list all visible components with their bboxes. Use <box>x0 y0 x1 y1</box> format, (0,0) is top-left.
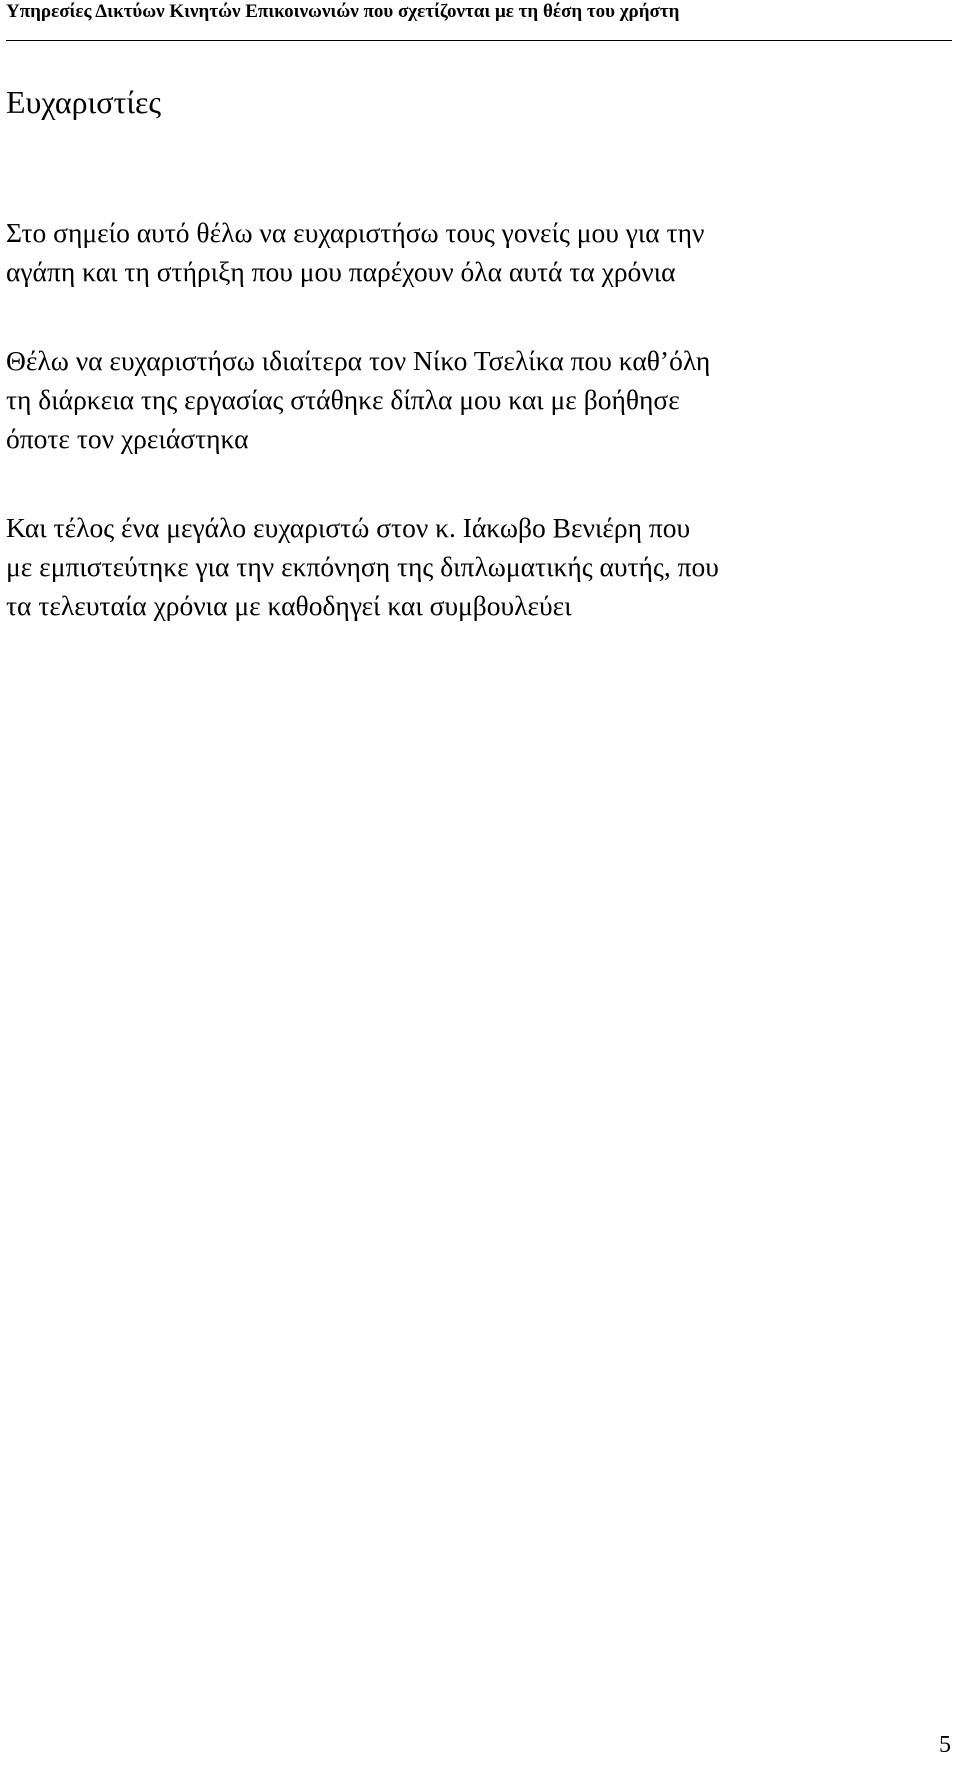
paragraph-line: Στο σημείο αυτό θέλω να ευχαριστήσω τους γονείς μου για την <box>6 217 705 248</box>
page-number: 5 <box>939 1732 951 1758</box>
paragraph-line: Θέλω να ευχαριστήσω ιδιαίτερα τον Νίκο Τσελίκα που καθ’όλη <box>6 345 711 376</box>
paragraph-line: αγάπη και τη στήριξη που μου παρέχουν όλα αυτά τα χρόνια <box>6 256 676 287</box>
page-header <box>6 0 952 41</box>
paragraph-line: με εμπιστεύτηκε για την εκπόνηση της διπλωματικής αυτής, που <box>6 551 719 582</box>
paragraph-colleague <box>6 341 710 458</box>
paragraph-line: Και τέλος ένα μεγάλο ευχαριστώ στον κ. Ιάκωβο Βενιέρη που <box>6 512 691 543</box>
paragraph-supervisor <box>6 508 719 625</box>
section-title: Ευχαριστίες <box>6 84 162 120</box>
paragraph-line: τη διάρκεια της εργασίας στάθηκε δίπλα μου και με βοήθησε <box>6 384 680 415</box>
paragraph-parents <box>6 213 704 291</box>
paragraph-line: όποτε τον χρειάστηκα <box>6 423 249 454</box>
running-title: Υπηρεσίες Δικτύων Κινητών Επικοινωνιών που σχετίζονται με τη θέση του χρήστη <box>6 1 680 22</box>
paragraph-line: τα τελευταία χρόνια με καθοδηγεί και συμβουλεύει <box>6 590 572 621</box>
